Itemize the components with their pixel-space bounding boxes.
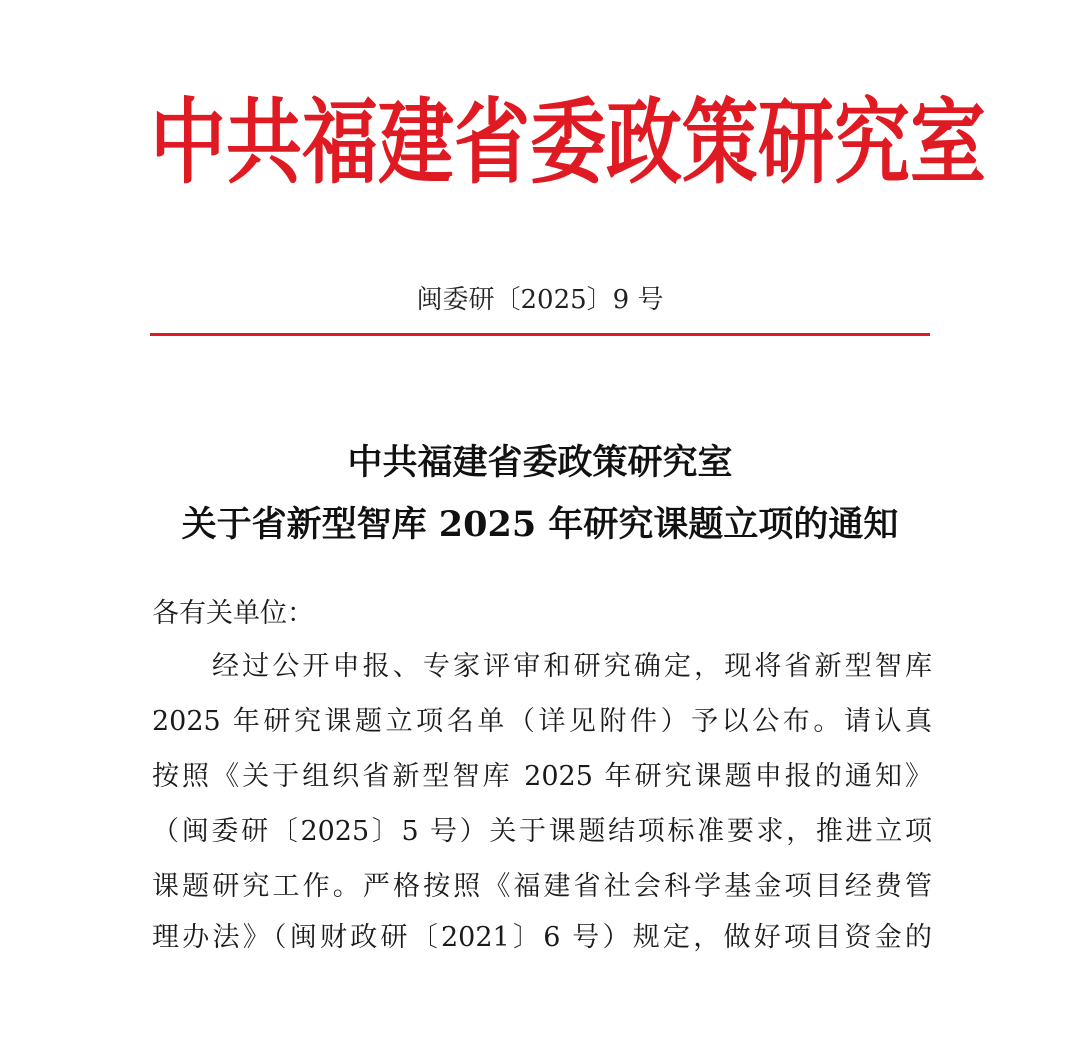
notice-title-line-2: 关于省新型智库 2025 年研究课题立项的通知 xyxy=(181,504,899,545)
red-separator-line xyxy=(150,333,930,336)
body-text-line: 课题研究工作。严格按照《福建省社会科学基金项目经费管 xyxy=(152,871,932,902)
document-number: 闽委研〔2025〕9 号 xyxy=(416,285,664,315)
body-text-line: 理办法》（闽财政研〔2021〕6 号）规定，做好项目资金的 xyxy=(152,922,932,953)
body-text-line: （闽委研〔2025〕5 号）关于课题结项标准要求，推进立项 xyxy=(152,816,932,847)
body-text-line: 按照《关于组织省新型智库 2025 年研究课题申报的通知》 xyxy=(152,761,932,792)
masthead-red-header: 中共福建省委政策研究室 xyxy=(150,88,986,197)
notice-title-line-1: 中共福建省委政策研究室 xyxy=(347,442,733,483)
body-text-line: 2025 年研究课题立项名单（详见附件）予以公布。请认真 xyxy=(152,706,932,737)
salutation: 各有关单位： xyxy=(152,598,314,629)
body-text-line: 经过公开申报、专家评审和研究确定，现将省新型智库 xyxy=(212,651,932,682)
